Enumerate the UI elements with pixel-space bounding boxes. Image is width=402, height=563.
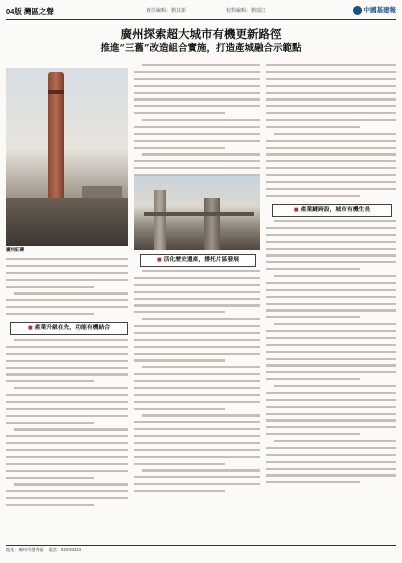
right-column-text-top <box>266 64 396 202</box>
page-header <box>6 5 396 20</box>
photo-tower-left <box>154 190 166 250</box>
photo-caption <box>6 248 128 255</box>
logo-icon <box>353 6 362 15</box>
industrial-photo <box>134 176 260 250</box>
proofreader-credit: 校對編輯：劉瑞江 <box>226 8 267 14</box>
main-headline: 廣州探索超大城市有機更新路徑 <box>120 27 282 41</box>
logo-text: 中國基建報 <box>363 7 396 14</box>
sub-headline: 推進“三舊”改造組合實施，打造產城融合示範點 <box>100 43 302 54</box>
photo-tower-right <box>204 198 220 250</box>
headline-block <box>0 26 402 56</box>
chimney-photo <box>6 68 128 246</box>
newspaper-logo <box>353 5 397 15</box>
section-heading-1: ■ 產業升級在先，功能有機結合 <box>10 322 128 335</box>
page-footer <box>6 547 396 553</box>
footer-rule <box>6 545 396 546</box>
caption-text-lines <box>6 258 128 320</box>
left-column-text <box>6 339 128 511</box>
section-heading-3: ■ 產業鏈跨設，城市有機生長 <box>272 204 392 217</box>
section-heading-2: ■ 活化歷史遺產，撐托片區發展 <box>140 254 256 267</box>
middle-column-text-bottom <box>134 270 260 497</box>
editor-credit: 責任編輯：劉其新 <box>146 8 187 14</box>
photo-pipe <box>144 212 254 216</box>
photo-building-front <box>6 198 128 246</box>
footer-address: 地址：廣州市越秀區 <box>6 547 44 552</box>
caption-label: 廣州紅磚 <box>6 248 24 253</box>
footer-phone: 電話：020-83323 <box>48 547 81 552</box>
middle-column-text-top <box>134 64 260 188</box>
page-number: 04版 灣區之聲 <box>6 7 54 16</box>
right-column-text-bottom <box>266 220 396 488</box>
